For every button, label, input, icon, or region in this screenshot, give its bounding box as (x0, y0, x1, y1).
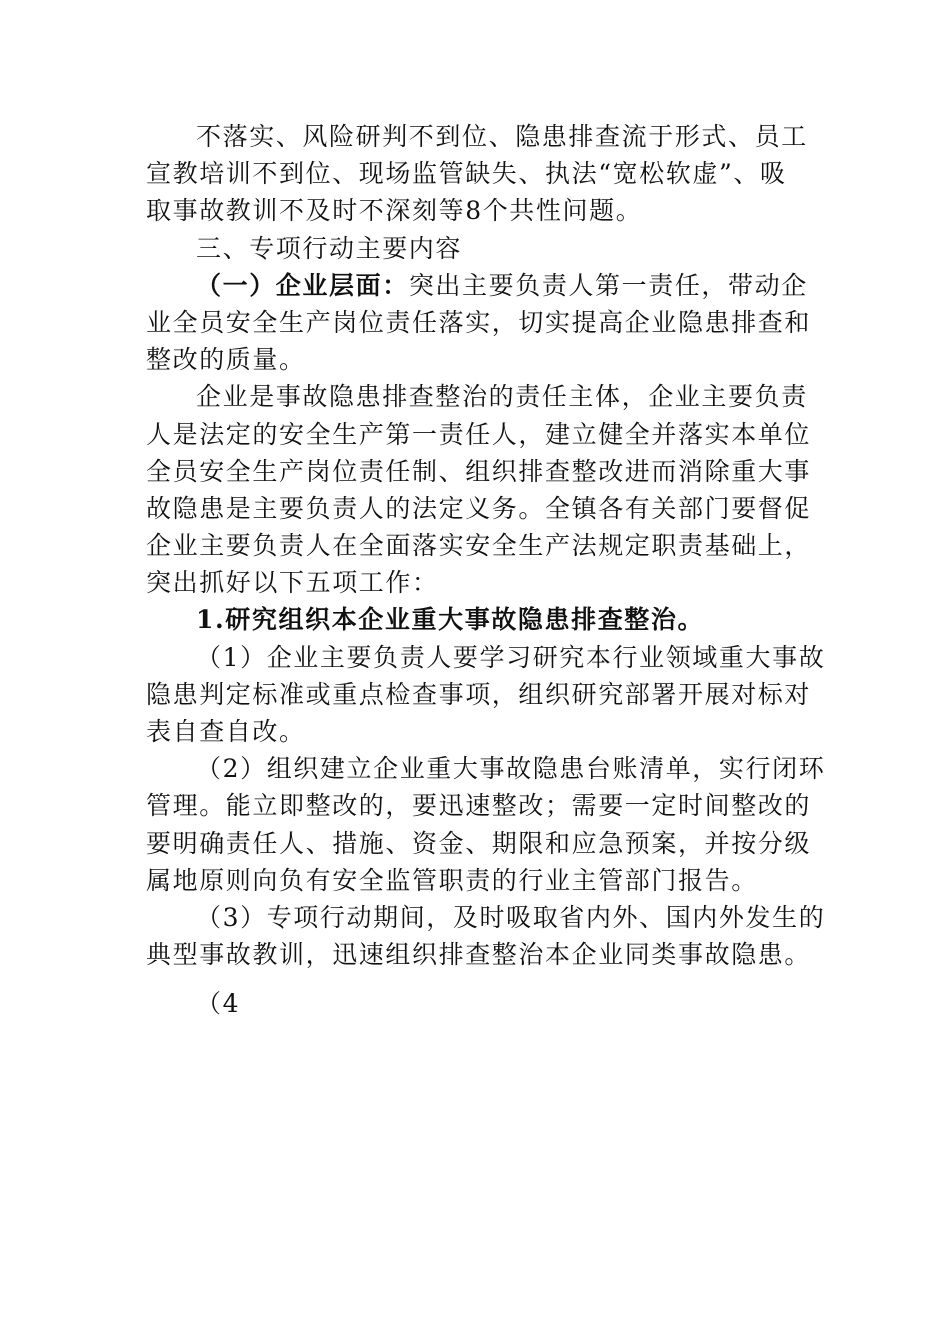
section-heading: 三、专项行动主要内容 (196, 233, 463, 263)
subsection-text: 突出主要负责人第一责任，带动企 (408, 270, 808, 300)
paragraph-line: 取事故教训不及时不深刻等8个共性问题。 (146, 196, 643, 226)
paragraph-line: 属地原则向负有安全监管职责的行业主管部门报告。 (146, 865, 758, 895)
paragraph-line: （2）组织建立企业重大事故隐患台账清单，实行闭环 (196, 754, 826, 784)
paragraph-line: 不落实、风险研判不到位、隐患排查流于形式、员工 (196, 122, 808, 151)
paragraph-line: 管理。能立即整改的，要迅速整改；需要一定时间整改的 (146, 791, 812, 821)
paragraph-line: 隐患判定标准或重点检查事项，组织研究部署开展对标对 (146, 679, 812, 709)
paragraph-fragment: （4 (196, 989, 241, 1019)
paragraph-line: （1）企业主要负责人要学习研究本行业领域重大事故 (196, 642, 826, 672)
paragraph-line: 典型事故教训，迅速组织排查整治本企业同类事故隐患。 (146, 940, 812, 970)
paragraph-line: 故隐患是主要负责人的法定义务。全镇各有关部门要督促 (146, 493, 812, 523)
paragraph-line: 企业是事故隐患排查整治的责任主体，企业主要负责 (196, 382, 808, 412)
paragraph-line: 突出抓好以下五项工作： (146, 568, 439, 598)
paragraph-line: 要明确责任人、措施、资金、期限和应急预案，并按分级 (146, 828, 812, 858)
subsection-line (146, 267, 806, 304)
paragraph-line: （3）专项行动期间，及时吸取省内外、国内外发生的 (196, 902, 826, 932)
paragraph-line: 人是法定的安全生产第一责任人，建立健全并落实本单位 (146, 419, 812, 449)
document-page (146, 118, 826, 1023)
paragraph-line: 表自查自改。 (146, 717, 306, 746)
paragraph-line: 宣教培训不到位、现场监管缺失、执法“宽松软虚”、吸 (146, 159, 787, 189)
subsection-label: （一）企业层面： (196, 270, 409, 300)
paragraph-line: 业全员安全生产岗位责任落实，切实提高企业隐患排查和 (146, 307, 812, 337)
paragraph-line: 整改的质量。 (146, 345, 306, 375)
numbered-heading: 1.研究组织本企业重大事故隐患排查整治。 (196, 605, 705, 635)
paragraph-line: 企业主要负责人在全面落实安全生产法规定职责基础上， (146, 531, 812, 561)
paragraph-line: 全员安全生产岗位责任制、组织排查整改进而消除重大事 (146, 456, 812, 486)
